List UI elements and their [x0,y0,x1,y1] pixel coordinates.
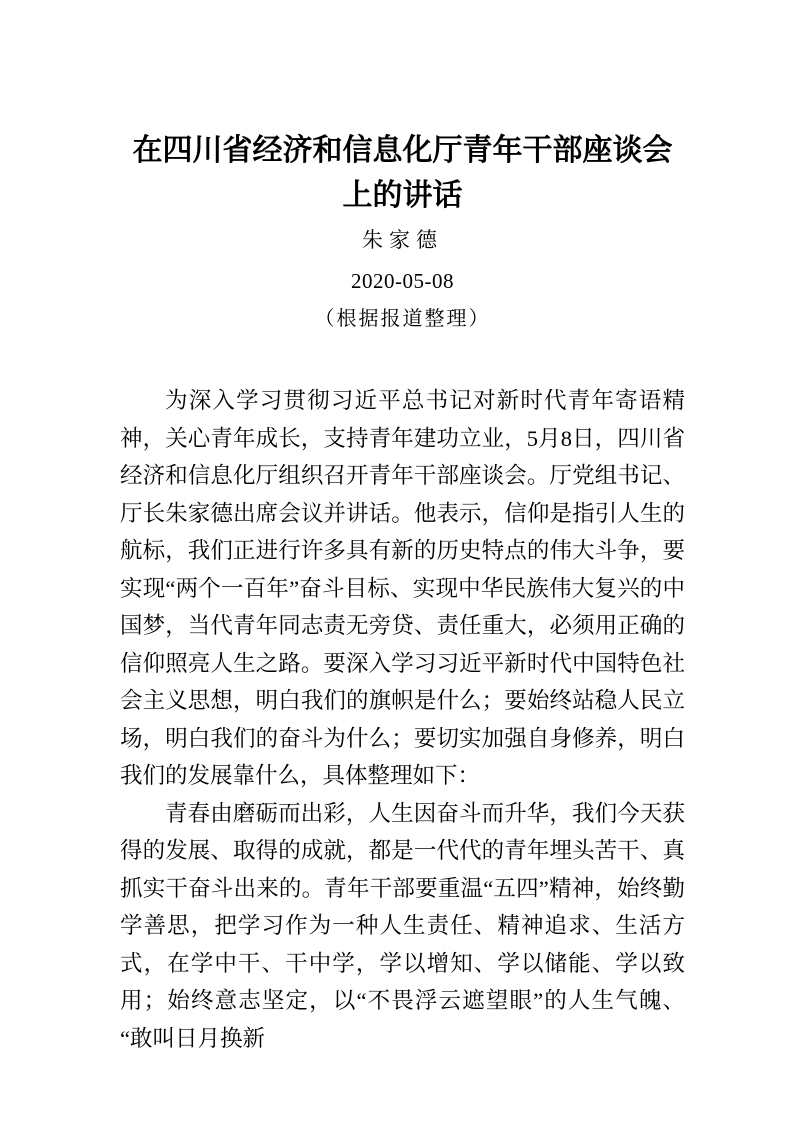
body-paragraph: 青春由磨砺而出彩，人生因奋斗而升华，我们今天获得的发展、取得的成就，都是一代代的青年埋头苦干、真抓实干奋斗出来的。青年干部要重温“五四”精神，始终勤学善思，把学习作为一种人生责任、精神追求、生活方式，在学中干、干中学，学以增知、学以储能、学以致用；始终意志坚定，以“不畏浮云遮望眼”的人生气魄、“敢叫日月换新 [120,800,685,1051]
date-line: 2020-05-08 [351,269,454,293]
source-note: （根据报道整理） [314,308,491,330]
document-body [120,382,685,1057]
document-title: 在四川省经济和信息化厅青年干部座谈会上的讲话 [132,134,673,212]
body-paragraph: 为深入学习贯彻习近平总书记对新时代青年寄语精神，关心青年成长，支持青年建功立业，5月8日，四川省经济和信息化厅组织召开青年干部座谈会。厅党组书记、厅长朱家德出席会议并讲话。他表示，信仰是指引人生的航标，我们正进行许多具有新的历史特点的伟大斗争，要实现“两个一百年”奋斗目标、实现中华民族伟大复兴的中国梦，当代青年同志责无旁贷、责任重大，必须用正确的信仰照亮人生之路。要深入学习习近平新时代中国特色社会主义思想，明白我们的旗帜是什么；要始终站稳人民立场，明白我们的奋斗为什么；要切实加强自身修养，明白我们的发展靠什么，具体整理如下： [120,388,685,788]
author-line: 朱家德 [362,228,443,252]
